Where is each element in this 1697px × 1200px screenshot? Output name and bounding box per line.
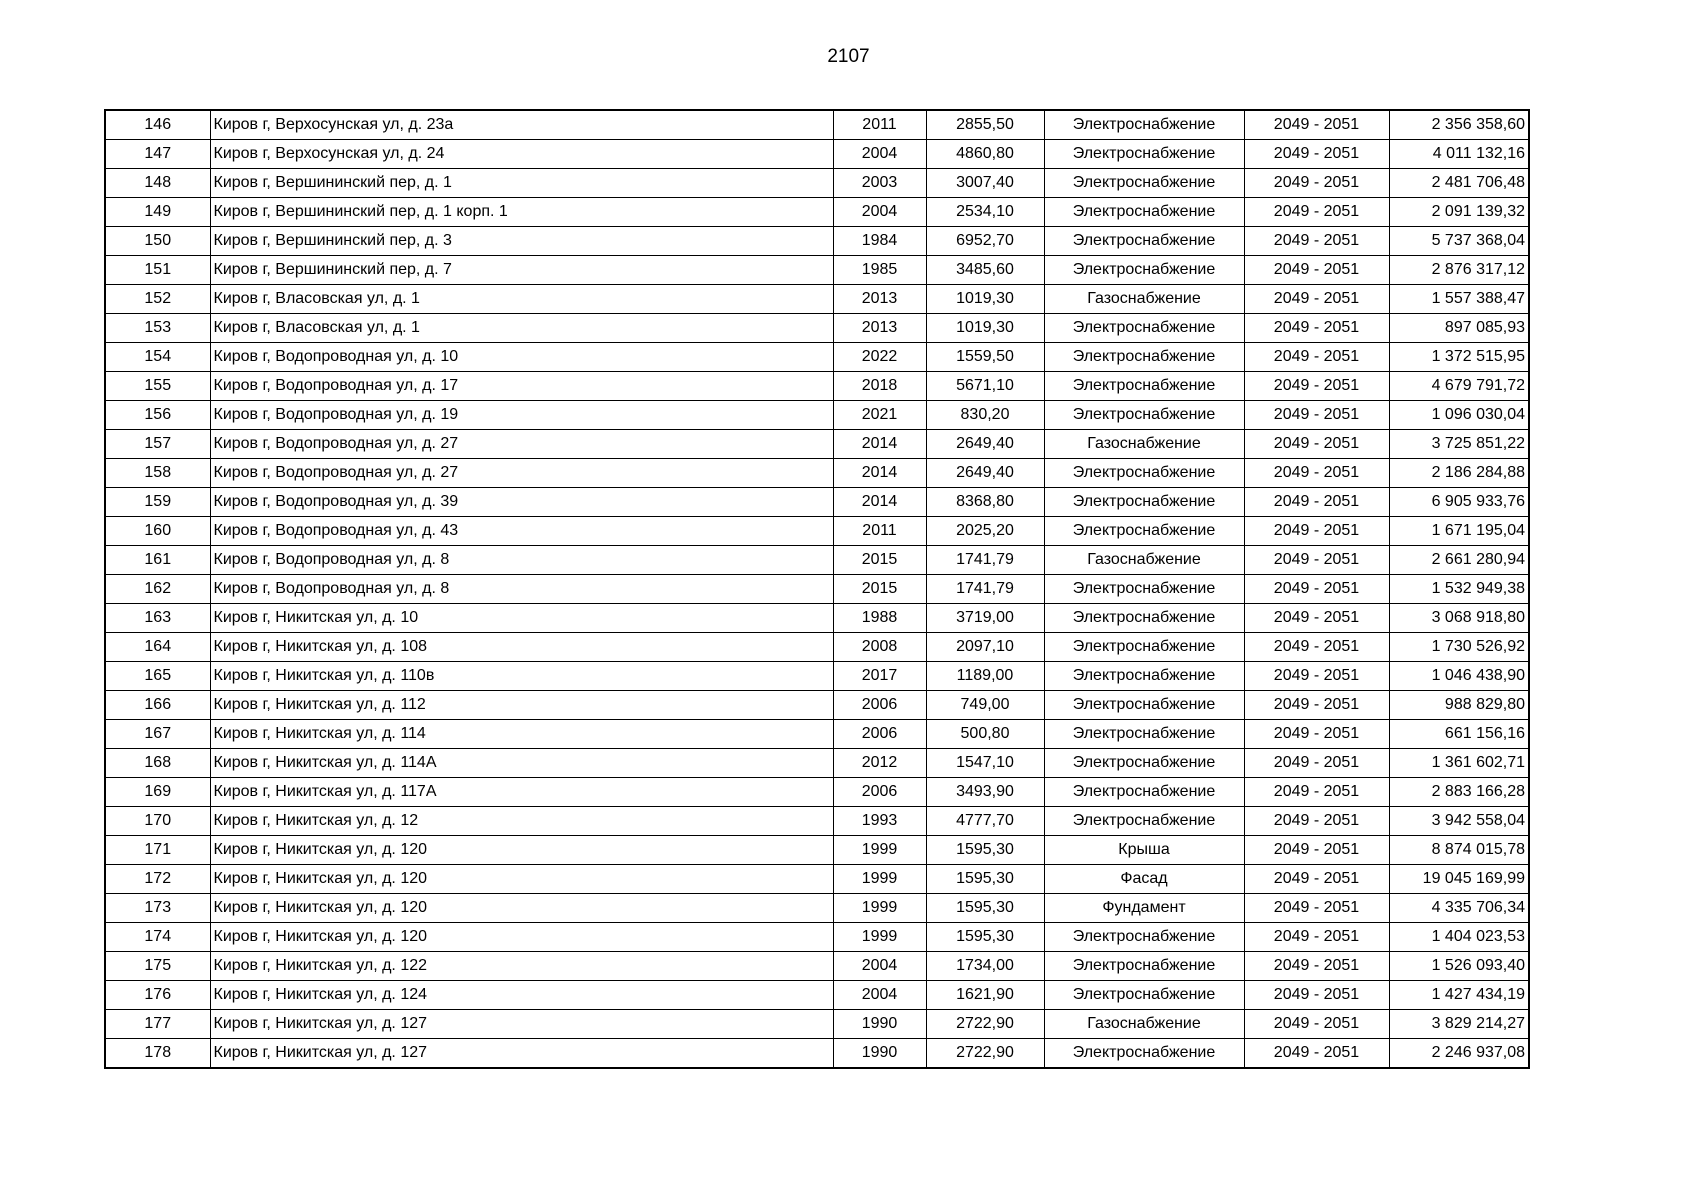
table-row: [105, 807, 1529, 836]
cost-cell: 1 730 526,92: [1389, 633, 1529, 662]
work-type-cell: Крыша: [1044, 836, 1244, 865]
row-number-cell: 151: [105, 256, 210, 285]
period-cell: 2049 - 2051: [1244, 517, 1389, 546]
table-row: [105, 198, 1529, 227]
period-cell: 2049 - 2051: [1244, 865, 1389, 894]
cost-cell: 988 829,80: [1389, 691, 1529, 720]
address-cell: Киров г, Водопроводная ул, д. 27: [210, 430, 833, 459]
row-number-cell: 167: [105, 720, 210, 749]
address-cell: Киров г, Водопроводная ул, д. 19: [210, 401, 833, 430]
year-cell: 1993: [833, 807, 926, 836]
cost-cell: 1 372 515,95: [1389, 343, 1529, 372]
cost-cell: 4 679 791,72: [1389, 372, 1529, 401]
address-cell: Киров г, Власовская ул, д. 1: [210, 314, 833, 343]
work-type-cell: Электроснабжение: [1044, 401, 1244, 430]
row-number-cell: 177: [105, 1010, 210, 1039]
table-row: [105, 981, 1529, 1010]
work-type-cell: Электроснабжение: [1044, 140, 1244, 169]
year-cell: 1999: [833, 894, 926, 923]
table-row: [105, 575, 1529, 604]
area-cell: 500,80: [926, 720, 1044, 749]
period-cell: 2049 - 2051: [1244, 894, 1389, 923]
table-row: [105, 488, 1529, 517]
table-row: [105, 1039, 1529, 1069]
cost-cell: 2 876 317,12: [1389, 256, 1529, 285]
cost-cell: 2 091 139,32: [1389, 198, 1529, 227]
work-type-cell: Электроснабжение: [1044, 923, 1244, 952]
year-cell: 2011: [833, 110, 926, 140]
address-cell: Киров г, Вершининский пер, д. 3: [210, 227, 833, 256]
work-type-cell: Электроснабжение: [1044, 198, 1244, 227]
row-number-cell: 178: [105, 1039, 210, 1069]
work-type-cell: Электроснабжение: [1044, 459, 1244, 488]
address-cell: Киров г, Никитская ул, д. 120: [210, 923, 833, 952]
work-type-cell: Газоснабжение: [1044, 285, 1244, 314]
address-cell: Киров г, Никитская ул, д. 12: [210, 807, 833, 836]
period-cell: 2049 - 2051: [1244, 749, 1389, 778]
address-cell: Киров г, Верхосунская ул, д. 24: [210, 140, 833, 169]
address-cell: Киров г, Никитская ул, д. 114А: [210, 749, 833, 778]
period-cell: 2049 - 2051: [1244, 401, 1389, 430]
address-cell: Киров г, Никитская ул, д. 117А: [210, 778, 833, 807]
area-cell: 3485,60: [926, 256, 1044, 285]
period-cell: 2049 - 2051: [1244, 256, 1389, 285]
area-cell: 4860,80: [926, 140, 1044, 169]
area-cell: 8368,80: [926, 488, 1044, 517]
work-type-cell: Электроснабжение: [1044, 749, 1244, 778]
row-number-cell: 148: [105, 169, 210, 198]
area-cell: 1595,30: [926, 865, 1044, 894]
period-cell: 2049 - 2051: [1244, 227, 1389, 256]
cost-cell: 661 156,16: [1389, 720, 1529, 749]
year-cell: 2003: [833, 169, 926, 198]
year-cell: 1988: [833, 604, 926, 633]
address-cell: Киров г, Никитская ул, д. 10: [210, 604, 833, 633]
address-cell: Киров г, Водопроводная ул, д. 10: [210, 343, 833, 372]
address-cell: Киров г, Вершининский пер, д. 1 корп. 1: [210, 198, 833, 227]
year-cell: 2004: [833, 198, 926, 227]
year-cell: 1984: [833, 227, 926, 256]
area-cell: 2722,90: [926, 1039, 1044, 1069]
work-type-cell: Электроснабжение: [1044, 604, 1244, 633]
period-cell: 2049 - 2051: [1244, 836, 1389, 865]
area-cell: 2722,90: [926, 1010, 1044, 1039]
period-cell: 2049 - 2051: [1244, 778, 1389, 807]
work-type-cell: Электроснабжение: [1044, 720, 1244, 749]
work-type-cell: Электроснабжение: [1044, 952, 1244, 981]
area-cell: 749,00: [926, 691, 1044, 720]
table-row: [105, 720, 1529, 749]
work-type-cell: Электроснабжение: [1044, 1039, 1244, 1069]
year-cell: 2012: [833, 749, 926, 778]
table-row: [105, 662, 1529, 691]
cost-cell: 1 404 023,53: [1389, 923, 1529, 952]
work-type-cell: Фундамент: [1044, 894, 1244, 923]
period-cell: 2049 - 2051: [1244, 981, 1389, 1010]
cost-cell: 1 557 388,47: [1389, 285, 1529, 314]
cost-cell: 1 361 602,71: [1389, 749, 1529, 778]
year-cell: 2014: [833, 459, 926, 488]
row-number-cell: 162: [105, 575, 210, 604]
period-cell: 2049 - 2051: [1244, 691, 1389, 720]
work-type-cell: Газоснабжение: [1044, 1010, 1244, 1039]
cost-cell: 3 942 558,04: [1389, 807, 1529, 836]
table-row: [105, 1010, 1529, 1039]
area-cell: 3493,90: [926, 778, 1044, 807]
table-row: [105, 517, 1529, 546]
address-cell: Киров г, Никитская ул, д. 120: [210, 894, 833, 923]
row-number-cell: 163: [105, 604, 210, 633]
year-cell: 2022: [833, 343, 926, 372]
row-number-cell: 152: [105, 285, 210, 314]
table-row: [105, 633, 1529, 662]
area-cell: 1189,00: [926, 662, 1044, 691]
work-type-cell: Электроснабжение: [1044, 372, 1244, 401]
cost-cell: 3 829 214,27: [1389, 1010, 1529, 1039]
address-cell: Киров г, Никитская ул, д. 112: [210, 691, 833, 720]
area-cell: 1734,00: [926, 952, 1044, 981]
year-cell: 1999: [833, 923, 926, 952]
year-cell: 2015: [833, 546, 926, 575]
cost-cell: 2 481 706,48: [1389, 169, 1529, 198]
area-cell: 1741,79: [926, 575, 1044, 604]
area-cell: 830,20: [926, 401, 1044, 430]
cost-cell: 6 905 933,76: [1389, 488, 1529, 517]
area-cell: 4777,70: [926, 807, 1044, 836]
address-cell: Киров г, Водопроводная ул, д. 43: [210, 517, 833, 546]
period-cell: 2049 - 2051: [1244, 604, 1389, 633]
address-cell: Киров г, Водопроводная ул, д. 27: [210, 459, 833, 488]
row-number-cell: 147: [105, 140, 210, 169]
cost-cell: 5 737 368,04: [1389, 227, 1529, 256]
year-cell: 1990: [833, 1010, 926, 1039]
row-number-cell: 158: [105, 459, 210, 488]
period-cell: 2049 - 2051: [1244, 575, 1389, 604]
work-type-cell: Электроснабжение: [1044, 343, 1244, 372]
cost-cell: 2 356 358,60: [1389, 110, 1529, 140]
row-number-cell: 157: [105, 430, 210, 459]
year-cell: 2015: [833, 575, 926, 604]
cost-cell: 2 246 937,08: [1389, 1039, 1529, 1069]
period-cell: 2049 - 2051: [1244, 488, 1389, 517]
address-cell: Киров г, Никитская ул, д. 114: [210, 720, 833, 749]
area-cell: 1741,79: [926, 546, 1044, 575]
work-type-cell: Электроснабжение: [1044, 314, 1244, 343]
table-row: [105, 285, 1529, 314]
cost-cell: 3 725 851,22: [1389, 430, 1529, 459]
row-number-cell: 171: [105, 836, 210, 865]
area-cell: 1621,90: [926, 981, 1044, 1010]
address-cell: Киров г, Водопроводная ул, д. 17: [210, 372, 833, 401]
table-row: [105, 140, 1529, 169]
table-row: [105, 836, 1529, 865]
address-cell: Киров г, Водопроводная ул, д. 8: [210, 546, 833, 575]
period-cell: 2049 - 2051: [1244, 546, 1389, 575]
row-number-cell: 146: [105, 110, 210, 140]
cost-cell: 8 874 015,78: [1389, 836, 1529, 865]
work-type-cell: Электроснабжение: [1044, 488, 1244, 517]
row-number-cell: 172: [105, 865, 210, 894]
address-cell: Киров г, Вершининский пер, д. 7: [210, 256, 833, 285]
row-number-cell: 176: [105, 981, 210, 1010]
row-number-cell: 169: [105, 778, 210, 807]
period-cell: 2049 - 2051: [1244, 662, 1389, 691]
table-row: [105, 401, 1529, 430]
row-number-cell: 153: [105, 314, 210, 343]
period-cell: 2049 - 2051: [1244, 1010, 1389, 1039]
cost-cell: 1 671 195,04: [1389, 517, 1529, 546]
table-row: [105, 865, 1529, 894]
work-type-cell: Газоснабжение: [1044, 546, 1244, 575]
table-row: [105, 923, 1529, 952]
work-type-cell: Электроснабжение: [1044, 169, 1244, 198]
period-cell: 2049 - 2051: [1244, 720, 1389, 749]
period-cell: 2049 - 2051: [1244, 372, 1389, 401]
address-cell: Киров г, Никитская ул, д. 127: [210, 1039, 833, 1069]
period-cell: 2049 - 2051: [1244, 140, 1389, 169]
year-cell: 2013: [833, 314, 926, 343]
area-cell: 3007,40: [926, 169, 1044, 198]
cost-cell: 19 045 169,99: [1389, 865, 1529, 894]
table-row: [105, 459, 1529, 488]
period-cell: 2049 - 2051: [1244, 110, 1389, 140]
table-row: [105, 604, 1529, 633]
table-row: [105, 546, 1529, 575]
year-cell: 2006: [833, 778, 926, 807]
year-cell: 2013: [833, 285, 926, 314]
cost-cell: 4 011 132,16: [1389, 140, 1529, 169]
year-cell: 2004: [833, 952, 926, 981]
cost-cell: 4 335 706,34: [1389, 894, 1529, 923]
address-cell: Киров г, Никитская ул, д. 124: [210, 981, 833, 1010]
period-cell: 2049 - 2051: [1244, 314, 1389, 343]
cost-cell: 1 532 949,38: [1389, 575, 1529, 604]
work-type-cell: Электроснабжение: [1044, 256, 1244, 285]
area-cell: 1559,50: [926, 343, 1044, 372]
area-cell: 2025,20: [926, 517, 1044, 546]
work-type-cell: Электроснабжение: [1044, 981, 1244, 1010]
work-type-cell: Электроснабжение: [1044, 227, 1244, 256]
table-row: [105, 430, 1529, 459]
row-number-cell: 168: [105, 749, 210, 778]
cost-cell: 2 883 166,28: [1389, 778, 1529, 807]
year-cell: 2014: [833, 430, 926, 459]
cost-cell: 3 068 918,80: [1389, 604, 1529, 633]
cost-cell: 2 186 284,88: [1389, 459, 1529, 488]
year-cell: 1985: [833, 256, 926, 285]
year-cell: 2004: [833, 140, 926, 169]
year-cell: 2006: [833, 720, 926, 749]
period-cell: 2049 - 2051: [1244, 198, 1389, 227]
table-row: [105, 314, 1529, 343]
cost-cell: 1 096 030,04: [1389, 401, 1529, 430]
period-cell: 2049 - 2051: [1244, 285, 1389, 314]
table-row: [105, 343, 1529, 372]
row-number-cell: 150: [105, 227, 210, 256]
address-cell: Киров г, Никитская ул, д. 127: [210, 1010, 833, 1039]
row-number-cell: 166: [105, 691, 210, 720]
year-cell: 2017: [833, 662, 926, 691]
year-cell: 2021: [833, 401, 926, 430]
work-type-cell: Электроснабжение: [1044, 778, 1244, 807]
work-type-cell: Электроснабжение: [1044, 807, 1244, 836]
area-cell: 1595,30: [926, 923, 1044, 952]
work-type-cell: Фасад: [1044, 865, 1244, 894]
period-cell: 2049 - 2051: [1244, 430, 1389, 459]
area-cell: 5671,10: [926, 372, 1044, 401]
repair-schedule-table: [104, 109, 1530, 1069]
table-row: [105, 894, 1529, 923]
area-cell: 2649,40: [926, 430, 1044, 459]
row-number-cell: 165: [105, 662, 210, 691]
table-row: [105, 691, 1529, 720]
period-cell: 2049 - 2051: [1244, 923, 1389, 952]
table-row: [105, 227, 1529, 256]
work-type-cell: Электроснабжение: [1044, 633, 1244, 662]
cost-cell: 1 046 438,90: [1389, 662, 1529, 691]
table-row: [105, 372, 1529, 401]
table-row: [105, 256, 1529, 285]
area-cell: 2534,10: [926, 198, 1044, 227]
area-cell: 1019,30: [926, 314, 1044, 343]
table-row: [105, 778, 1529, 807]
page-number: 2107: [827, 46, 870, 67]
address-cell: Киров г, Водопроводная ул, д. 8: [210, 575, 833, 604]
area-cell: 6952,70: [926, 227, 1044, 256]
cost-cell: 1 526 093,40: [1389, 952, 1529, 981]
row-number-cell: 149: [105, 198, 210, 227]
row-number-cell: 159: [105, 488, 210, 517]
area-cell: 2855,50: [926, 110, 1044, 140]
area-cell: 1595,30: [926, 894, 1044, 923]
row-number-cell: 173: [105, 894, 210, 923]
year-cell: 1990: [833, 1039, 926, 1069]
cost-cell: 897 085,93: [1389, 314, 1529, 343]
area-cell: 2097,10: [926, 633, 1044, 662]
row-number-cell: 155: [105, 372, 210, 401]
table-row: [105, 169, 1529, 198]
address-cell: Киров г, Верхосунская ул, д. 23а: [210, 110, 833, 140]
period-cell: 2049 - 2051: [1244, 952, 1389, 981]
area-cell: 2649,40: [926, 459, 1044, 488]
period-cell: 2049 - 2051: [1244, 807, 1389, 836]
year-cell: 2011: [833, 517, 926, 546]
row-number-cell: 170: [105, 807, 210, 836]
address-cell: Киров г, Водопроводная ул, д. 39: [210, 488, 833, 517]
area-cell: 1019,30: [926, 285, 1044, 314]
address-cell: Киров г, Никитская ул, д. 120: [210, 836, 833, 865]
row-number-cell: 161: [105, 546, 210, 575]
year-cell: 2006: [833, 691, 926, 720]
period-cell: 2049 - 2051: [1244, 459, 1389, 488]
work-type-cell: Электроснабжение: [1044, 662, 1244, 691]
period-cell: 2049 - 2051: [1244, 343, 1389, 372]
cost-cell: 2 661 280,94: [1389, 546, 1529, 575]
period-cell: 2049 - 2051: [1244, 169, 1389, 198]
table-row: [105, 749, 1529, 778]
work-type-cell: Газоснабжение: [1044, 430, 1244, 459]
cost-cell: 1 427 434,19: [1389, 981, 1529, 1010]
year-cell: 1999: [833, 836, 926, 865]
row-number-cell: 156: [105, 401, 210, 430]
address-cell: Киров г, Власовская ул, д. 1: [210, 285, 833, 314]
row-number-cell: 154: [105, 343, 210, 372]
year-cell: 2004: [833, 981, 926, 1010]
area-cell: 1595,30: [926, 836, 1044, 865]
table-body: [105, 110, 1529, 1068]
table-row: [105, 952, 1529, 981]
address-cell: Киров г, Никитская ул, д. 122: [210, 952, 833, 981]
period-cell: 2049 - 2051: [1244, 1039, 1389, 1069]
year-cell: 2014: [833, 488, 926, 517]
work-type-cell: Электроснабжение: [1044, 110, 1244, 140]
row-number-cell: 175: [105, 952, 210, 981]
period-cell: 2049 - 2051: [1244, 633, 1389, 662]
row-number-cell: 164: [105, 633, 210, 662]
year-cell: 2018: [833, 372, 926, 401]
area-cell: 3719,00: [926, 604, 1044, 633]
year-cell: 2008: [833, 633, 926, 662]
address-cell: Киров г, Никитская ул, д. 108: [210, 633, 833, 662]
table-row: [105, 110, 1529, 140]
row-number-cell: 174: [105, 923, 210, 952]
work-type-cell: Электроснабжение: [1044, 517, 1244, 546]
address-cell: Киров г, Никитская ул, д. 110в: [210, 662, 833, 691]
row-number-cell: 160: [105, 517, 210, 546]
address-cell: Киров г, Вершининский пер, д. 1: [210, 169, 833, 198]
work-type-cell: Электроснабжение: [1044, 575, 1244, 604]
work-type-cell: Электроснабжение: [1044, 691, 1244, 720]
area-cell: 1547,10: [926, 749, 1044, 778]
address-cell: Киров г, Никитская ул, д. 120: [210, 865, 833, 894]
year-cell: 1999: [833, 865, 926, 894]
